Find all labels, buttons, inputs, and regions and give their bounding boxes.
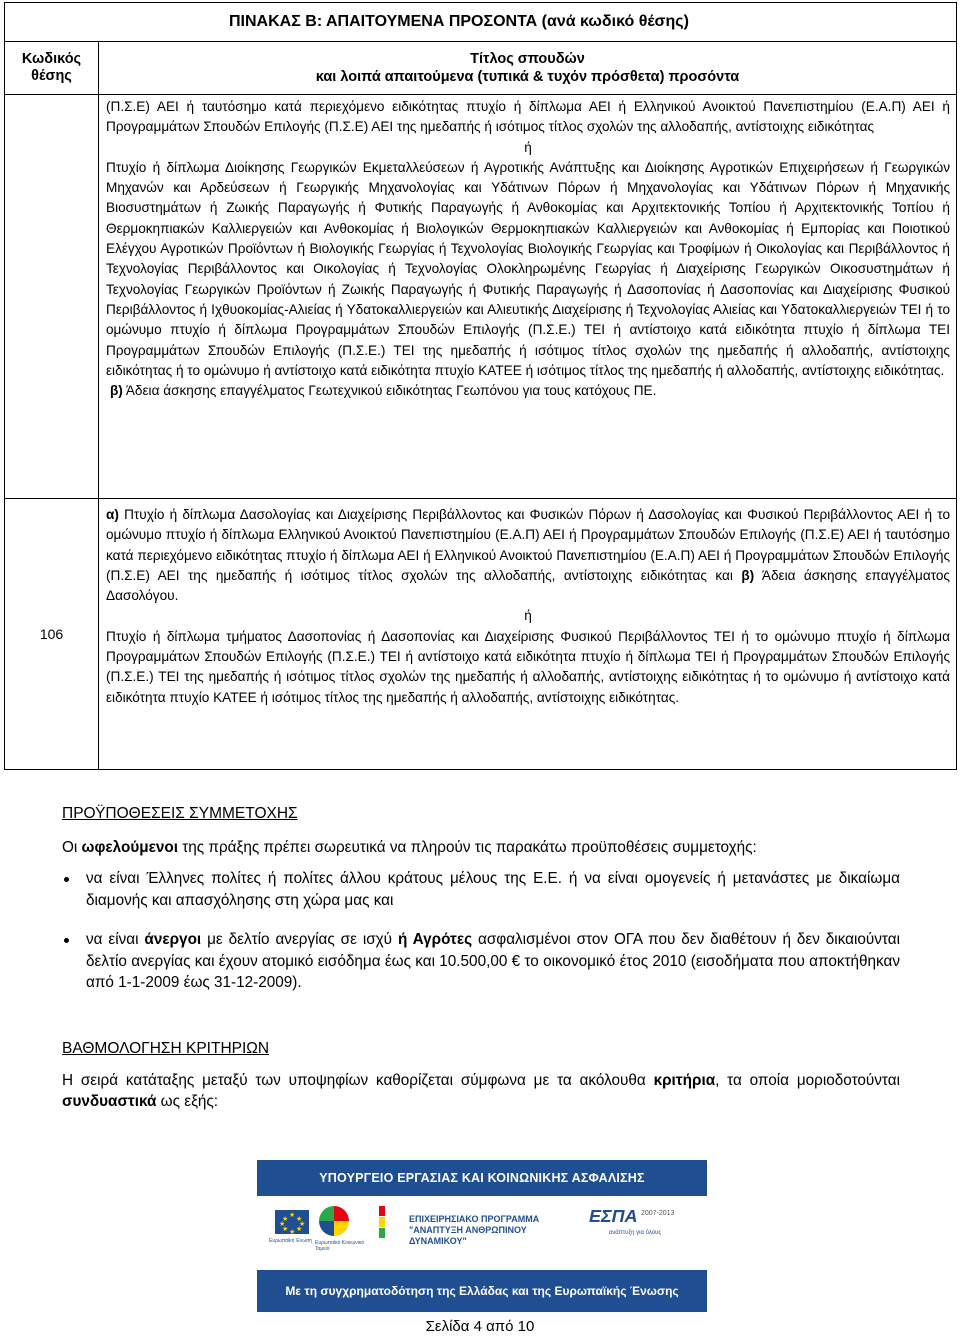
programme-logo-icon bbox=[369, 1204, 403, 1244]
column-header-title: Τίτλος σπουδών και λοιπά απαιτούμενα (τυπικά & τυχόν πρόσθετα) προσόντα bbox=[99, 42, 957, 95]
esf-caption: Ευρωπαϊκό Κοινωνικό Ταμείο bbox=[315, 1240, 365, 1252]
participation-conditions bbox=[62, 803, 900, 994]
esf-logo-icon bbox=[319, 1206, 349, 1236]
position-code: 106 bbox=[5, 499, 99, 770]
list-item: να είναι άνεργοι με δελτίο ανεργίας σε ισχύ ή Αγρότες ασφαλισμένοι στον ΟΓΑ που δεν διαθέτουν ή δεν δικαιούνται δελτίο ανεργίας και έχουν ατομικό εισόδημα έως και 10.500,00 € το οικονομικό έτος 2010 (εισοδήματα που αποκτήθηκαν από 1-1-2009 έως 31-12-2009). bbox=[62, 929, 900, 994]
qualification-paragraph: (Π.Σ.Ε) ΑΕΙ ή ταυτόσημο κατά περιεχόμενο ειδικότητας πτυχίο ή δίπλωμα ΑΕΙ ή Ελληνικού Ανοικτού Πανεπιστημίου (Ε.Α.Π) ΑΕΙ ή Προγραμμάτων Σπουδών Επιλογής (Π.Σ.Ε) ΑΕΙ της ημεδαπής ή ισότιμος τίτλος σχολών της αλλοδαπής, αντίστοιχης ειδικότητας bbox=[106, 99, 950, 135]
qualifications-table bbox=[4, 2, 957, 770]
programme-name: ΕΠΙΧΕΙΡΗΣΙΑΚΟ ΠΡΟΓΡΑΜΜΑ "ΑΝΑΠΤΥΞΗ ΑΝΘΡΩΠΙΝΟΥ ΔΥΝΑΜΙΚΟΥ" bbox=[409, 1214, 540, 1246]
or-separator: ή bbox=[524, 608, 532, 624]
bullet-icon bbox=[64, 877, 69, 882]
list-item: να είναι Έλληνες πολίτες ή πολίτες άλλου κράτους μέλους της Ε.Ε. ή να είναι ομογενείς ή μετανάστες με δικαίωμα διαμονής και απασχόλησης στη χώρα μας και bbox=[62, 868, 900, 911]
ministry-title: ΥΠΟΥΡΓΕΙΟ ΕΡΓΑΣΙΑΣ ΚΑΙ ΚΟΙΝΩΝΙΚΗΣ ΑΣΦΑΛΙΣΗΣ bbox=[257, 1160, 707, 1196]
table-row bbox=[5, 499, 957, 770]
qualification-paragraph: Πτυχίο ή δίπλωμα τμήματος Δασοπονίας ή Δασοπονίας και Διαχείρισης Φυσικού Περιβάλλοντος ΤΕΙ ή το ομώνυμο πτυχίο ή δίπλωμα Προγραμμάτων Σπουδών Επιλογής (Π.Σ.Ε.) ΤΕΙ ή αντίστοιχο κατά ειδικότητα πτυχίο ή δίπλωμα ΤΕΙ ή Προγραμμάτων Σπουδών Επιλογής (Π.Σ.Ε.) ΤΕΙ της ημεδαπής ή ισότιμος τίτλος σχολών της ημεδαπής ή αλλοδαπής, αντίστοιχης ειδικότητας ή το ομώνυμο ή αντίστοιχο κατά ειδικότητα πτυχίο ΚΑΤΕΕ ή ισότιμος τίτλος της ημεδαπής ή αλλοδαπής, αντίστοιχης ειδικότητας. bbox=[106, 628, 950, 705]
table-row bbox=[5, 95, 957, 499]
column-header-code: Κωδικός θέσης bbox=[5, 42, 99, 95]
section-heading: ΒΑΘΜΟΛΟΓΗΣΗ ΚΡΙΤΗΡΙΩΝ bbox=[62, 1040, 270, 1057]
espa-logo: ΕΣΠΑ 2007-2013 ανάπτυξη για όλους bbox=[589, 1206, 675, 1236]
section-heading: ΠΡΟΫΠΟΘΕΣΕΙΣ ΣΥΜΜΕΤΟΧΗΣ bbox=[62, 805, 298, 822]
eu-caption: Ευρωπαϊκή Ένωση bbox=[269, 1238, 312, 1244]
eu-flag-icon: ★ ★ ★ ★ ★ ★ ★ ★ bbox=[275, 1210, 309, 1234]
bullet-icon bbox=[64, 938, 69, 943]
scoring-text: Η σειρά κατάταξης μεταξύ των υποψηφίων καθορίζεται σύμφωνα με τα ακόλουθα κριτήρια, τα οποία μοριοδοτούνται συνδυαστικά ως εξής: bbox=[62, 1071, 900, 1110]
position-code bbox=[5, 95, 99, 499]
qualification-paragraph: Πτυχίο ή δίπλωμα Διοίκησης Γεωργικών Εκμεταλλεύσεων ή Αγροτικής Ανάπτυξης και Διοίκησης Αγροτικών Επιχειρήσεων ή Γεωργικών Μηχανών και Αρδεύσεων ή Γεωργικής Μηχανολογίας και Υδάτινων Πόρων ή Μηχανολογίας και Υδάτινων Πόρων ή Μηχανικής Βιοσυστημάτων ή Ζωικής Παραγωγής ή Φυτικής Παραγωγής ή Ανθοκομίας και Αρχιτεκτονικής Τοπίου ή Αρχιτεκτονικής Τοπίου ή Θερμοκηπιακών Καλλιεργειών και Ανθοκομίας ή Βιολογικών Θερμοκηπιακών Καλλιεργειών και Ανθοκομίας ή Εμπορίας και Ποιοτικού Ελέγχου Αγροτικών Προϊόντων ή Βιολογικής Γεωργίας ή Τεχνολογίας Βιολογικής Γεωργίας και Τροφίμων ή Οικολογίας και Περιβάλλοντος ή Τεχνολογίας Περιβάλλοντος και Οικολογίας ή Τεχνολογίας Ολοκληρωμένης Γεωργίας ή Διαχείρισης Γεωργικών Οικοσυστημάτων ή Τεχνολογίας Γεωργικών Προϊόντων ή Ζωικής Παραγωγής ή Φυτικής Παραγωγής ή Δασοπονίας ή Δασοπονίας και Διαχείρισης Φυσικού Περιβάλλοντος ή Ιχθυοκομίας-Αλιείας ή Υδατοκαλλιεργειών και Αλιευτικής Διαχείρισης ή Τεχνολογίας Αλιείας και Υδατοκαλλιεργειών ΤΕΙ ή το ομώνυμο πτυχίο ή δίπλωμα Προγραμμάτων Σπουδών Επιλογής (Π.Σ.Ε.) ΤΕΙ ή αντίστοιχο κατά ειδικότητα πτυχίο ή δίπλωμα ΤΕΙ Προγραμμάτων Σπουδών Επιλογής (Π.Σ.Ε.) ΤΕΙ της ημεδαπής ή ισότιμος τίτλος σχολών της ημεδαπής ή αλλοδαπής, αντίστοιχης ειδικότητας ή το ομώνυμο ή αντίστοιχο κατά ειδικότητα πτυχίο ΚΑΤΕΕ ή ισότιμος τίτλος της ημεδαπής ή αλλοδαπής, αντίστοιχης ειδικότητας. bbox=[106, 159, 950, 378]
table-title: ΠΙΝΑΚΑΣ Β: ΑΠΑΙΤΟΥΜΕΝΑ ΠΡΟΣΟΝΤΑ (ανά κωδικό θέσης) bbox=[5, 3, 957, 42]
page-number: Σελίδα 4 από 10 bbox=[425, 1318, 535, 1335]
qualification-paragraph: α) Πτυχίο ή δίπλωμα Δασολογίας και Διαχείρισης Περιβάλλοντος και Φυσικών Πόρων ή Δασολογίας και Φυσικού Περιβάλλοντος ΑΕΙ ή το ομώνυμο πτυχίο ή δίπλωμα Ελληνικού Ανοικτού Πανεπιστημίου (Ε.Α.Π) ΑΕΙ ή Προγραμμάτων Σπουδών Επιλογής (Π.Σ.Ε) ΑΕΙ ή ταυτόσημο κατά περιεχόμενο ειδικότητας πτυχίο ή δίπλωμα ΑΕΙ ή Ελληνικού Ανοικτού Πανεπιστημίου (Ε.Α.Π) ΑΕΙ ή Προγραμμάτων Σπουδών Επιλογής (Π.Σ.Ε) ΑΕΙ της ημεδαπής ή ισότιμος τίτλος σχολών της αλλοδαπής, αντίστοιχης ειδικότητας και β) Άδεια άσκησης επαγγέλματος Δασολόγου. bbox=[106, 507, 950, 604]
funding-banner bbox=[257, 1160, 707, 1312]
scoring-section bbox=[62, 1038, 900, 1113]
logos-strip bbox=[257, 1196, 707, 1270]
conditions-intro: Οι ωφελούμενοι της πράξης πρέπει σωρευτικά να πληρούν τις παρακάτω προϋποθέσεις συμμετοχής: bbox=[62, 838, 757, 856]
cofunding-text: Με τη συγχρηματοδότηση της Ελλάδας και της Ευρωπαϊκής Ένωσης bbox=[257, 1270, 707, 1312]
qualifications-cell bbox=[99, 95, 957, 499]
license-line: β) Άδεια άσκησης επαγγέλματος Γεωτεχνικού ειδικότητας Γεωπόνου για τους κατόχους ΠΕ. bbox=[110, 383, 657, 399]
conditions-list bbox=[62, 868, 900, 994]
qualifications-cell bbox=[99, 499, 957, 770]
or-separator: ή bbox=[524, 139, 532, 155]
